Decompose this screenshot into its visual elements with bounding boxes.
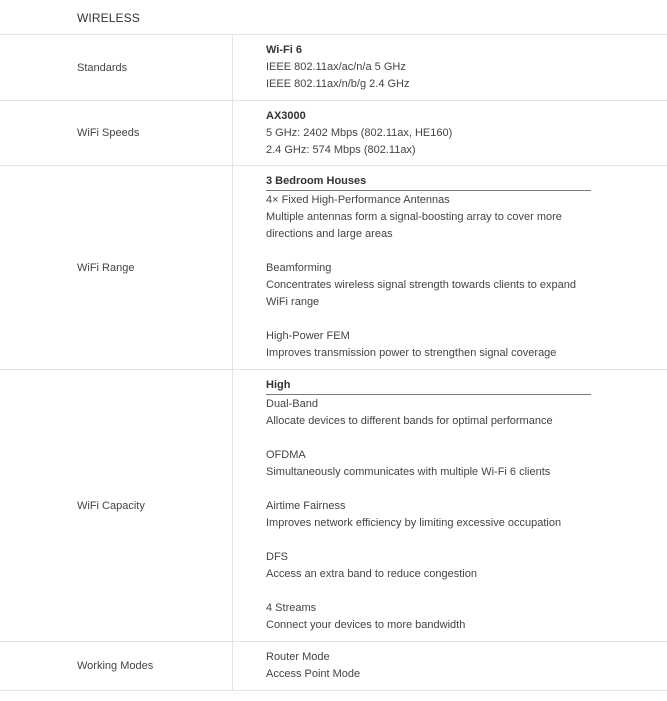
spec-value: [233, 101, 667, 165]
feature-description: Allocate devices to different bands for optimal performance: [266, 415, 553, 427]
feature-name: High-Power FEM: [266, 330, 350, 342]
spec-line: IEEE 802.11ax/n/b/g 2.4 GHz: [266, 78, 410, 90]
feature-description: Concentrates wireless signal strength towards clients to expand: [266, 279, 576, 291]
spec-value: [233, 35, 667, 100]
spec-row-wifi-capacity: [0, 370, 667, 642]
spec-label: WiFi Range: [0, 166, 233, 369]
spec-line: Access Point Mode: [266, 668, 361, 680]
spec-label: WiFi Capacity: [0, 370, 233, 641]
spec-line: 2.4 GHz: 574 Mbps (802.11ax): [266, 144, 416, 156]
spec-heading: 3 Bedroom Houses: [266, 173, 591, 191]
spec-value: [233, 642, 667, 690]
spec-row-wifi-range: [0, 166, 667, 370]
spec-value: [233, 166, 667, 369]
spec-row-standards: [0, 35, 667, 101]
spec-line: 5 GHz: 2402 Mbps (802.11ax, HE160): [266, 127, 453, 139]
spec-heading: High: [266, 377, 591, 395]
spec-line: IEEE 802.11ax/ac/n/a 5 GHz: [266, 61, 406, 73]
feature-description: WiFi range: [266, 296, 320, 308]
spec-label: Standards: [0, 35, 233, 100]
feature-description: Access an extra band to reduce congestion: [266, 568, 477, 580]
feature-description: Multiple antennas form a signal-boosting array to cover more: [266, 211, 562, 223]
feature-description: Connect your devices to more bandwidth: [266, 619, 466, 631]
feature-name: Beamforming: [266, 262, 332, 274]
feature-name: DFS: [266, 551, 288, 563]
spec-label: WiFi Speeds: [0, 101, 233, 165]
feature-name: OFDMA: [266, 449, 306, 461]
section-title: WIRELESS: [0, 0, 667, 35]
feature-name: 4× Fixed High-Performance Antennas: [266, 194, 450, 206]
feature-description: Improves transmission power to strengthen signal coverage: [266, 347, 557, 359]
feature-description: directions and large areas: [266, 228, 393, 240]
spec-label: Working Modes: [0, 642, 233, 690]
feature-description: Improves network efficiency by limiting excessive occupation: [266, 517, 562, 529]
spec-line: Router Mode: [266, 651, 330, 663]
feature-name: Airtime Fairness: [266, 500, 346, 512]
spec-row-wifi-speeds: [0, 101, 667, 166]
feature-name: Dual-Band: [266, 398, 318, 410]
feature-description: Simultaneously communicates with multiple Wi-Fi 6 clients: [266, 466, 551, 478]
spec-heading: AX3000: [266, 110, 306, 122]
spec-row-working-modes: [0, 642, 667, 691]
spec-heading: Wi-Fi 6: [266, 44, 302, 56]
spec-value: [233, 370, 667, 641]
feature-name: 4 Streams: [266, 602, 317, 614]
